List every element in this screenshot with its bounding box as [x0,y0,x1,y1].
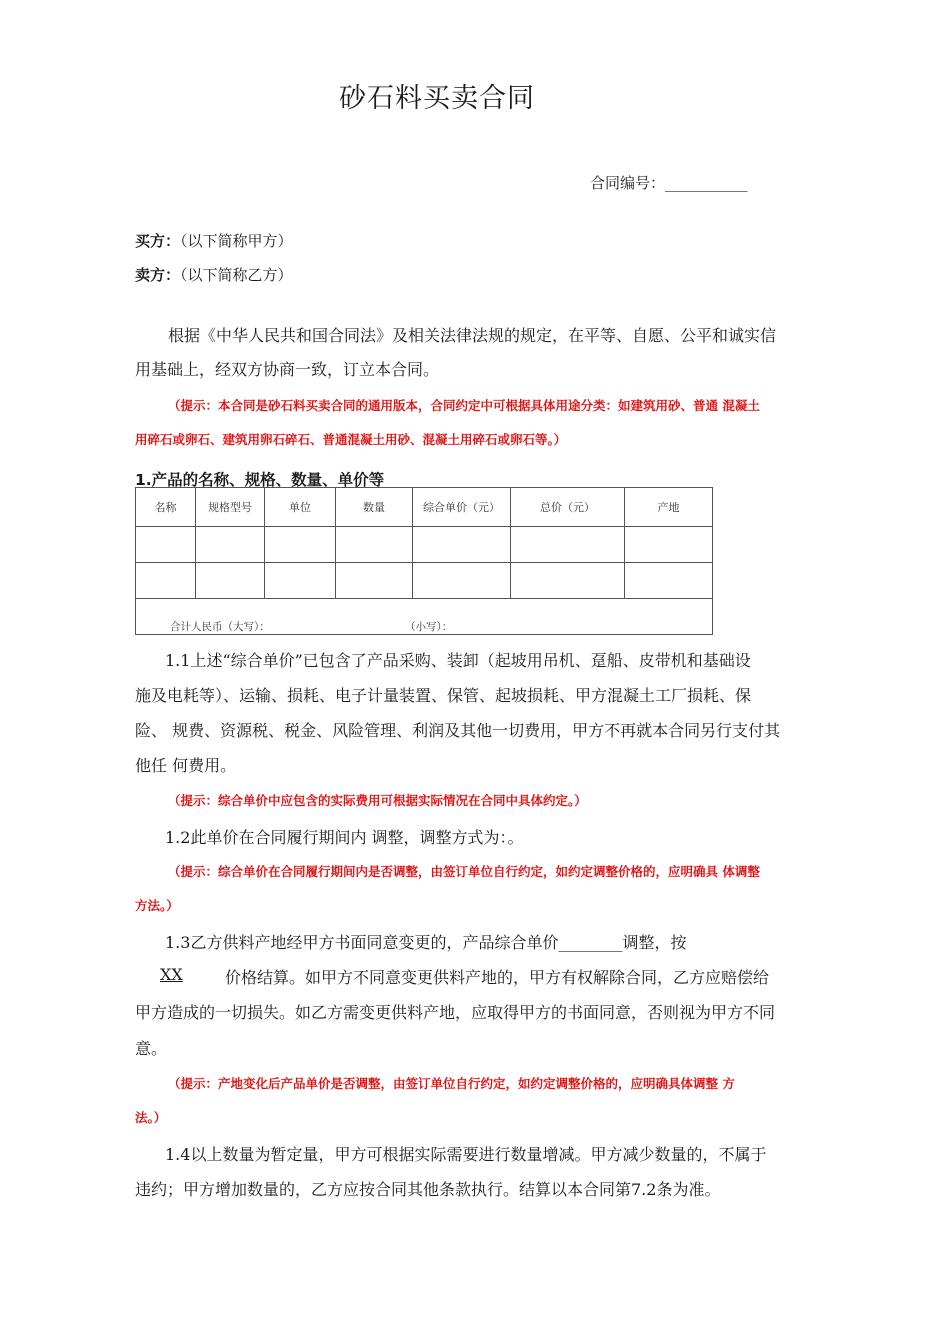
seller-text: （以下简称乙方） [180,266,293,284]
table-cell [511,527,625,563]
p13-line-2: 价格结算。如甲方不同意变更供料产地的，甲方有权解除合同，乙方应赔偿给 [225,968,770,987]
buyer-label: 买方： [135,232,181,250]
table-cell [336,527,413,563]
p12-line: 1.2此单价在合同履行期间内 调整，调整方式为：。 [165,828,524,847]
header-unit: 单位 [265,488,336,527]
header-unit-price: 综合单价（元） [413,488,511,527]
table-cell [196,563,265,599]
table-header-row [136,488,713,527]
contract-number: 合同编号：___________ [590,174,748,192]
p13-xx-text: XX [160,965,183,984]
hint-4-line-2: 法。） [135,1110,167,1125]
buyer-line [135,230,293,251]
hint-1-line-2: 用碎石或卵石、建筑用卵石碎石、普通混凝土用砂、混凝土用碎石或卵石等。） [135,432,567,447]
seller-label: 卖方： [135,266,181,284]
buyer-text: （以下简称甲方） [180,232,293,250]
seller-line [135,264,293,285]
product-table [135,487,713,635]
total-cell [136,599,713,635]
hint-3-line-2: 方法。） [135,898,179,913]
intro-line-1: 根据《中华人民共和国合同法》及相关法律法规的规定，在平等、自愿、公平和诚实信 [168,326,777,345]
intro-line-2: 用基础上，经双方协商一致，订立本合同。 [135,360,440,379]
table-cell [413,527,511,563]
total-upper-label: 合计人民币（大写）： [170,621,270,633]
table-cell [413,563,511,599]
table-cell [625,563,713,599]
hint-2: （提示：综合单价中应包含的实际费用可根据实际情况在合同中具体约定。） [168,793,587,808]
table-row [136,563,713,599]
p14-line-2: 违约；甲方增加数量的，乙方应按合同其他条款执行。结算以本合同第7.2条为准。 [135,1180,721,1199]
p11-line-4: 他任 何费用。 [135,756,237,775]
p11-line-2: 施及电耗等）、运输、损耗、电子计量装置、保管、起坡损耗、甲方混凝土工厂损耗、保 [135,686,752,705]
header-total-price: 总价（元） [511,488,625,527]
document-title: 砂石料买卖合同 [339,83,535,114]
p14-line-1: 1.4以上数量为暂定量，甲方可根据实际需要进行数量增减。甲方减少数量的，不属于 [165,1145,767,1164]
table-total-row [136,599,713,635]
table-cell [265,527,336,563]
p13-line-3: 甲方造成的一切损失。如乙方需变更供料产地，应取得甲方的书面同意，否则视为甲方不同 [135,1003,776,1022]
p13-line-1: 1.3乙方供料产地经甲方书面同意变更的，产品综合单价________调整，按 [165,933,687,952]
table-cell [136,563,196,599]
table-cell [625,527,713,563]
table-row [136,527,713,563]
table-cell [265,563,336,599]
section-1-heading: 1.产品的名称、规格、数量、单价等 [135,471,385,489]
hint-4-line-1: （提示：产地变化后产品单价是否调整，由签订单位自行约定，如约定调整价格的，应明确具体调整 方 [168,1076,735,1091]
total-lower-label: （小写）： [405,621,453,633]
header-spec: 规格型号 [196,488,265,527]
table-cell [196,527,265,563]
header-name: 名称 [136,488,196,527]
hint-1-line-1: （提示：本合同是砂石料买卖合同的通用版本，合同约定中可根据具体用途分类：如建筑用砂、普通 混凝土 [168,398,760,413]
p13-line-4: 意。 [135,1039,168,1058]
table-cell [511,563,625,599]
table-cell [136,527,196,563]
p11-line-1: 1.1上述“综合单价”已包含了产品采购、装卸（起坡用吊机、趸船、皮带机和基础设 [165,651,751,670]
header-origin: 产地 [625,488,713,527]
hint-3-line-1: （提示：综合单价在合同履行期间内是否调整，由签订单位自行约定，如约定调整价格的，应明确具 体调整 [168,864,760,879]
p13-xx [160,965,183,984]
table-cell [336,563,413,599]
p11-line-3: 险、 规费、资源税、税金、风险管理、利润及其他一切费用，甲方不再就本合同另行支付其 [135,721,781,740]
header-quantity: 数量 [336,488,413,527]
